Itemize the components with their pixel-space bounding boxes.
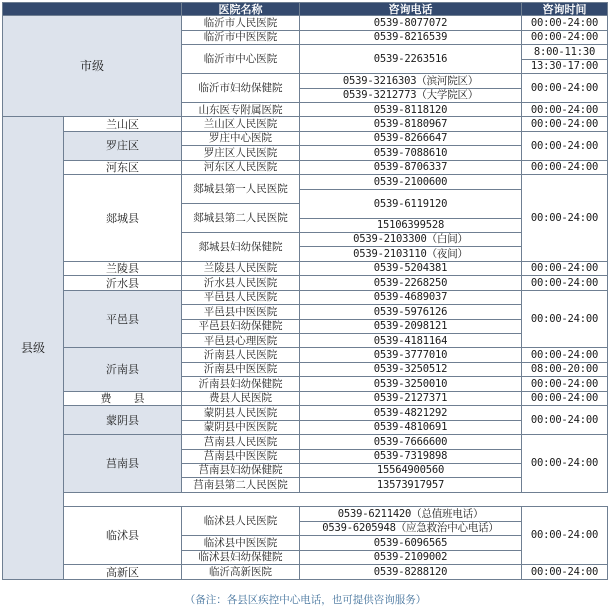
table-row [3, 276, 608, 290]
phone-number: 0539-4821292 [300, 406, 522, 420]
phone-number-line: 0539-6119120 [373, 197, 448, 210]
district-name: 莒南县 [64, 435, 182, 493]
hospital-name: 沂南县人民医院 [182, 348, 300, 362]
service-hours: 00:00-24:00 [522, 30, 608, 44]
hospital-name: 临沂市中心医院 [182, 45, 300, 74]
header-empty [3, 3, 182, 16]
table-header-row [3, 3, 608, 16]
hospital-name: 费县人民医院 [182, 391, 300, 405]
phone-number: 0539-8288120 [300, 565, 522, 580]
table-row [3, 565, 608, 580]
hospital-name: 平邑县妇幼保健院 [182, 319, 300, 333]
hospital-hotline-table [2, 2, 608, 580]
table-row [3, 391, 608, 405]
hospital-name: 罗庄区人民医院 [182, 146, 300, 160]
hospital-name: 临沭县妇幼保健院 [182, 550, 300, 564]
hospital-name: 郯城县第一人民医院 [182, 175, 300, 204]
hospital-name: 河东区人民医院 [182, 160, 300, 174]
phone-number: 0539-3212773（大学院区） [300, 88, 522, 102]
phone-number: 0539-2109002 [300, 550, 522, 564]
district-name: 高新区 [64, 565, 182, 580]
district-name: 河东区 [64, 160, 182, 174]
district-name: 临沭县 [64, 507, 182, 565]
hospital-name: 临沂市人民医院 [182, 16, 300, 30]
district-name: 兰山区 [64, 117, 182, 131]
service-hours: 00:00-24:00 [522, 435, 608, 493]
district-name: 沂南县 [64, 348, 182, 391]
hospital-name: 临沂高新医院 [182, 565, 300, 580]
phone-number: 15564900560 [300, 463, 522, 477]
hospital-name: 沂南县中医医院 [182, 362, 300, 376]
footnote: （备注：各县区疾控中心电话，也可提供咨询服务） [184, 594, 427, 606]
spacer-cell [64, 492, 608, 506]
phone-number: 0539-3216303（滨河院区） [300, 74, 522, 88]
phone-number: 0539-2103300（白间） [300, 232, 522, 246]
phone-number [300, 189, 522, 218]
phone-number: 0539-2268250 [300, 276, 522, 290]
phone-number: 0539-7319898 [300, 449, 522, 463]
phone-number: 0539-7088610 [300, 146, 522, 160]
table-row [3, 131, 608, 145]
city-level-label: 市级 [3, 16, 182, 117]
phone-number: 0539-5976126 [300, 305, 522, 319]
service-hours: 00:00-24:00 [522, 406, 608, 435]
phone-number: 0539-6211420（总值班电话） [300, 507, 522, 521]
hospital-name: 莒南县中医医院 [182, 449, 300, 463]
district-name: 兰陵县 [64, 261, 182, 275]
phone-number: 0539-8706337 [300, 160, 522, 174]
service-hours: 00:00-24:00 [522, 103, 608, 117]
table-spacer-row [3, 492, 608, 506]
phone-number: 0539-2263516 [300, 45, 522, 74]
service-hours: 00:00-24:00 [522, 160, 608, 174]
header-time: 咨询时间 [522, 3, 608, 16]
table-row [3, 290, 608, 304]
service-hours: 00:00-24:00 [522, 276, 608, 290]
district-name: 沂水县 [64, 276, 182, 290]
phone-number: 0539-8266647 [300, 131, 522, 145]
header-hospital: 医院名称 [182, 3, 300, 16]
hospital-name: 兰山区人民医院 [182, 117, 300, 131]
phone-number: 0539-7666600 [300, 435, 522, 449]
hospital-name: 平邑县人民医院 [182, 290, 300, 304]
service-hours: 00:00-24:00 [522, 131, 608, 160]
phone-number: 0539-3250512 [300, 362, 522, 376]
phone-number: 0539-2103110（夜间） [300, 247, 522, 261]
table-row [3, 435, 608, 449]
phone-number: 15106399528 [300, 218, 522, 232]
district-name: 蒙阴县 [64, 406, 182, 435]
service-hours: 00:00-24:00 [522, 261, 608, 275]
hospital-name: 蒙阴县中医医院 [182, 420, 300, 434]
hospital-name: 临沂市中医医院 [182, 30, 300, 44]
table-row [3, 16, 608, 30]
hospital-name: 郯城县妇幼保健院 [182, 232, 300, 261]
phone-number: 13573917957 [300, 478, 522, 492]
hospital-name: 莒南县第二人民医院 [182, 478, 300, 492]
hospital-name: 莒南县妇幼保健院 [182, 463, 300, 477]
district-name: 平邑县 [64, 290, 182, 348]
hospital-name: 兰陵县人民医院 [182, 261, 300, 275]
phone-number: 0539-8077072 [300, 16, 522, 30]
phone-number: 0539-2127371 [300, 391, 522, 405]
county-level-label: 县级 [3, 117, 64, 580]
hospital-name: 罗庄中心医院 [182, 131, 300, 145]
phone-number: 0539-8216539 [300, 30, 522, 44]
hospital-name: 临沭县人民医院 [182, 507, 300, 536]
hospital-name: 沂南县妇幼保健院 [182, 377, 300, 391]
hospital-name: 临沭县中医医院 [182, 536, 300, 550]
hospital-name: 山东医专附属医院 [182, 103, 300, 117]
hospital-name: 平邑县中医医院 [182, 305, 300, 319]
table-row [3, 117, 608, 131]
table-row [3, 175, 608, 189]
table-row [3, 348, 608, 362]
service-hours: 00:00-24:00 [522, 117, 608, 131]
table-row [3, 261, 608, 275]
service-hours-am: 8:00-11:30 [522, 45, 608, 59]
service-hours: 00:00-24:00 [522, 175, 608, 262]
hospital-name: 沂水县人民医院 [182, 276, 300, 290]
phone-number: 0539-2098121 [300, 319, 522, 333]
phone-number: 0539-4810691 [300, 420, 522, 434]
table-row [3, 507, 608, 521]
service-hours: 00:00-24:00 [522, 565, 608, 580]
phone-number: 0539-6096565 [300, 536, 522, 550]
table-row [3, 160, 608, 174]
district-name: 罗庄区 [64, 131, 182, 160]
phone-number: 0539-4689037 [300, 290, 522, 304]
service-hours: 00:00-24:00 [522, 507, 608, 565]
table-row [3, 406, 608, 420]
phone-number: 0539-8180967 [300, 117, 522, 131]
service-hours: 00:00-24:00 [522, 74, 608, 103]
hospital-name: 临沂市妇幼保健院 [182, 74, 300, 103]
phone-number: 0539-6205948（应急救治中心电话） [300, 521, 522, 535]
header-phone: 咨询电话 [300, 3, 522, 16]
phone-number: 0539-4181164 [300, 334, 522, 348]
district-name: 费 县 [64, 391, 182, 405]
hospital-name: 蒙阴县人民医院 [182, 406, 300, 420]
hospital-name: 平邑县心理医院 [182, 334, 300, 348]
phone-number: 0539-3250010 [300, 377, 522, 391]
phone-number: 0539-3777010 [300, 348, 522, 362]
service-hours: 00:00-24:00 [522, 290, 608, 348]
service-hours: 00:00-24:00 [522, 391, 608, 405]
phone-number: 0539-8118120 [300, 103, 522, 117]
district-name: 郯城县 [64, 175, 182, 262]
hospital-name: 郯城县第二人民医院 [182, 204, 300, 233]
phone-number: 0539-2100600 [300, 175, 522, 189]
service-hours: 08:00-20:00 [522, 362, 608, 376]
service-hours: 00:00-24:00 [522, 348, 608, 362]
service-hours-pm: 13:30-17:00 [522, 59, 608, 73]
hospital-name: 莒南县人民医院 [182, 435, 300, 449]
phone-number: 0539-5204381 [300, 261, 522, 275]
service-hours: 00:00-24:00 [522, 16, 608, 30]
service-hours: 00:00-24:00 [522, 377, 608, 391]
